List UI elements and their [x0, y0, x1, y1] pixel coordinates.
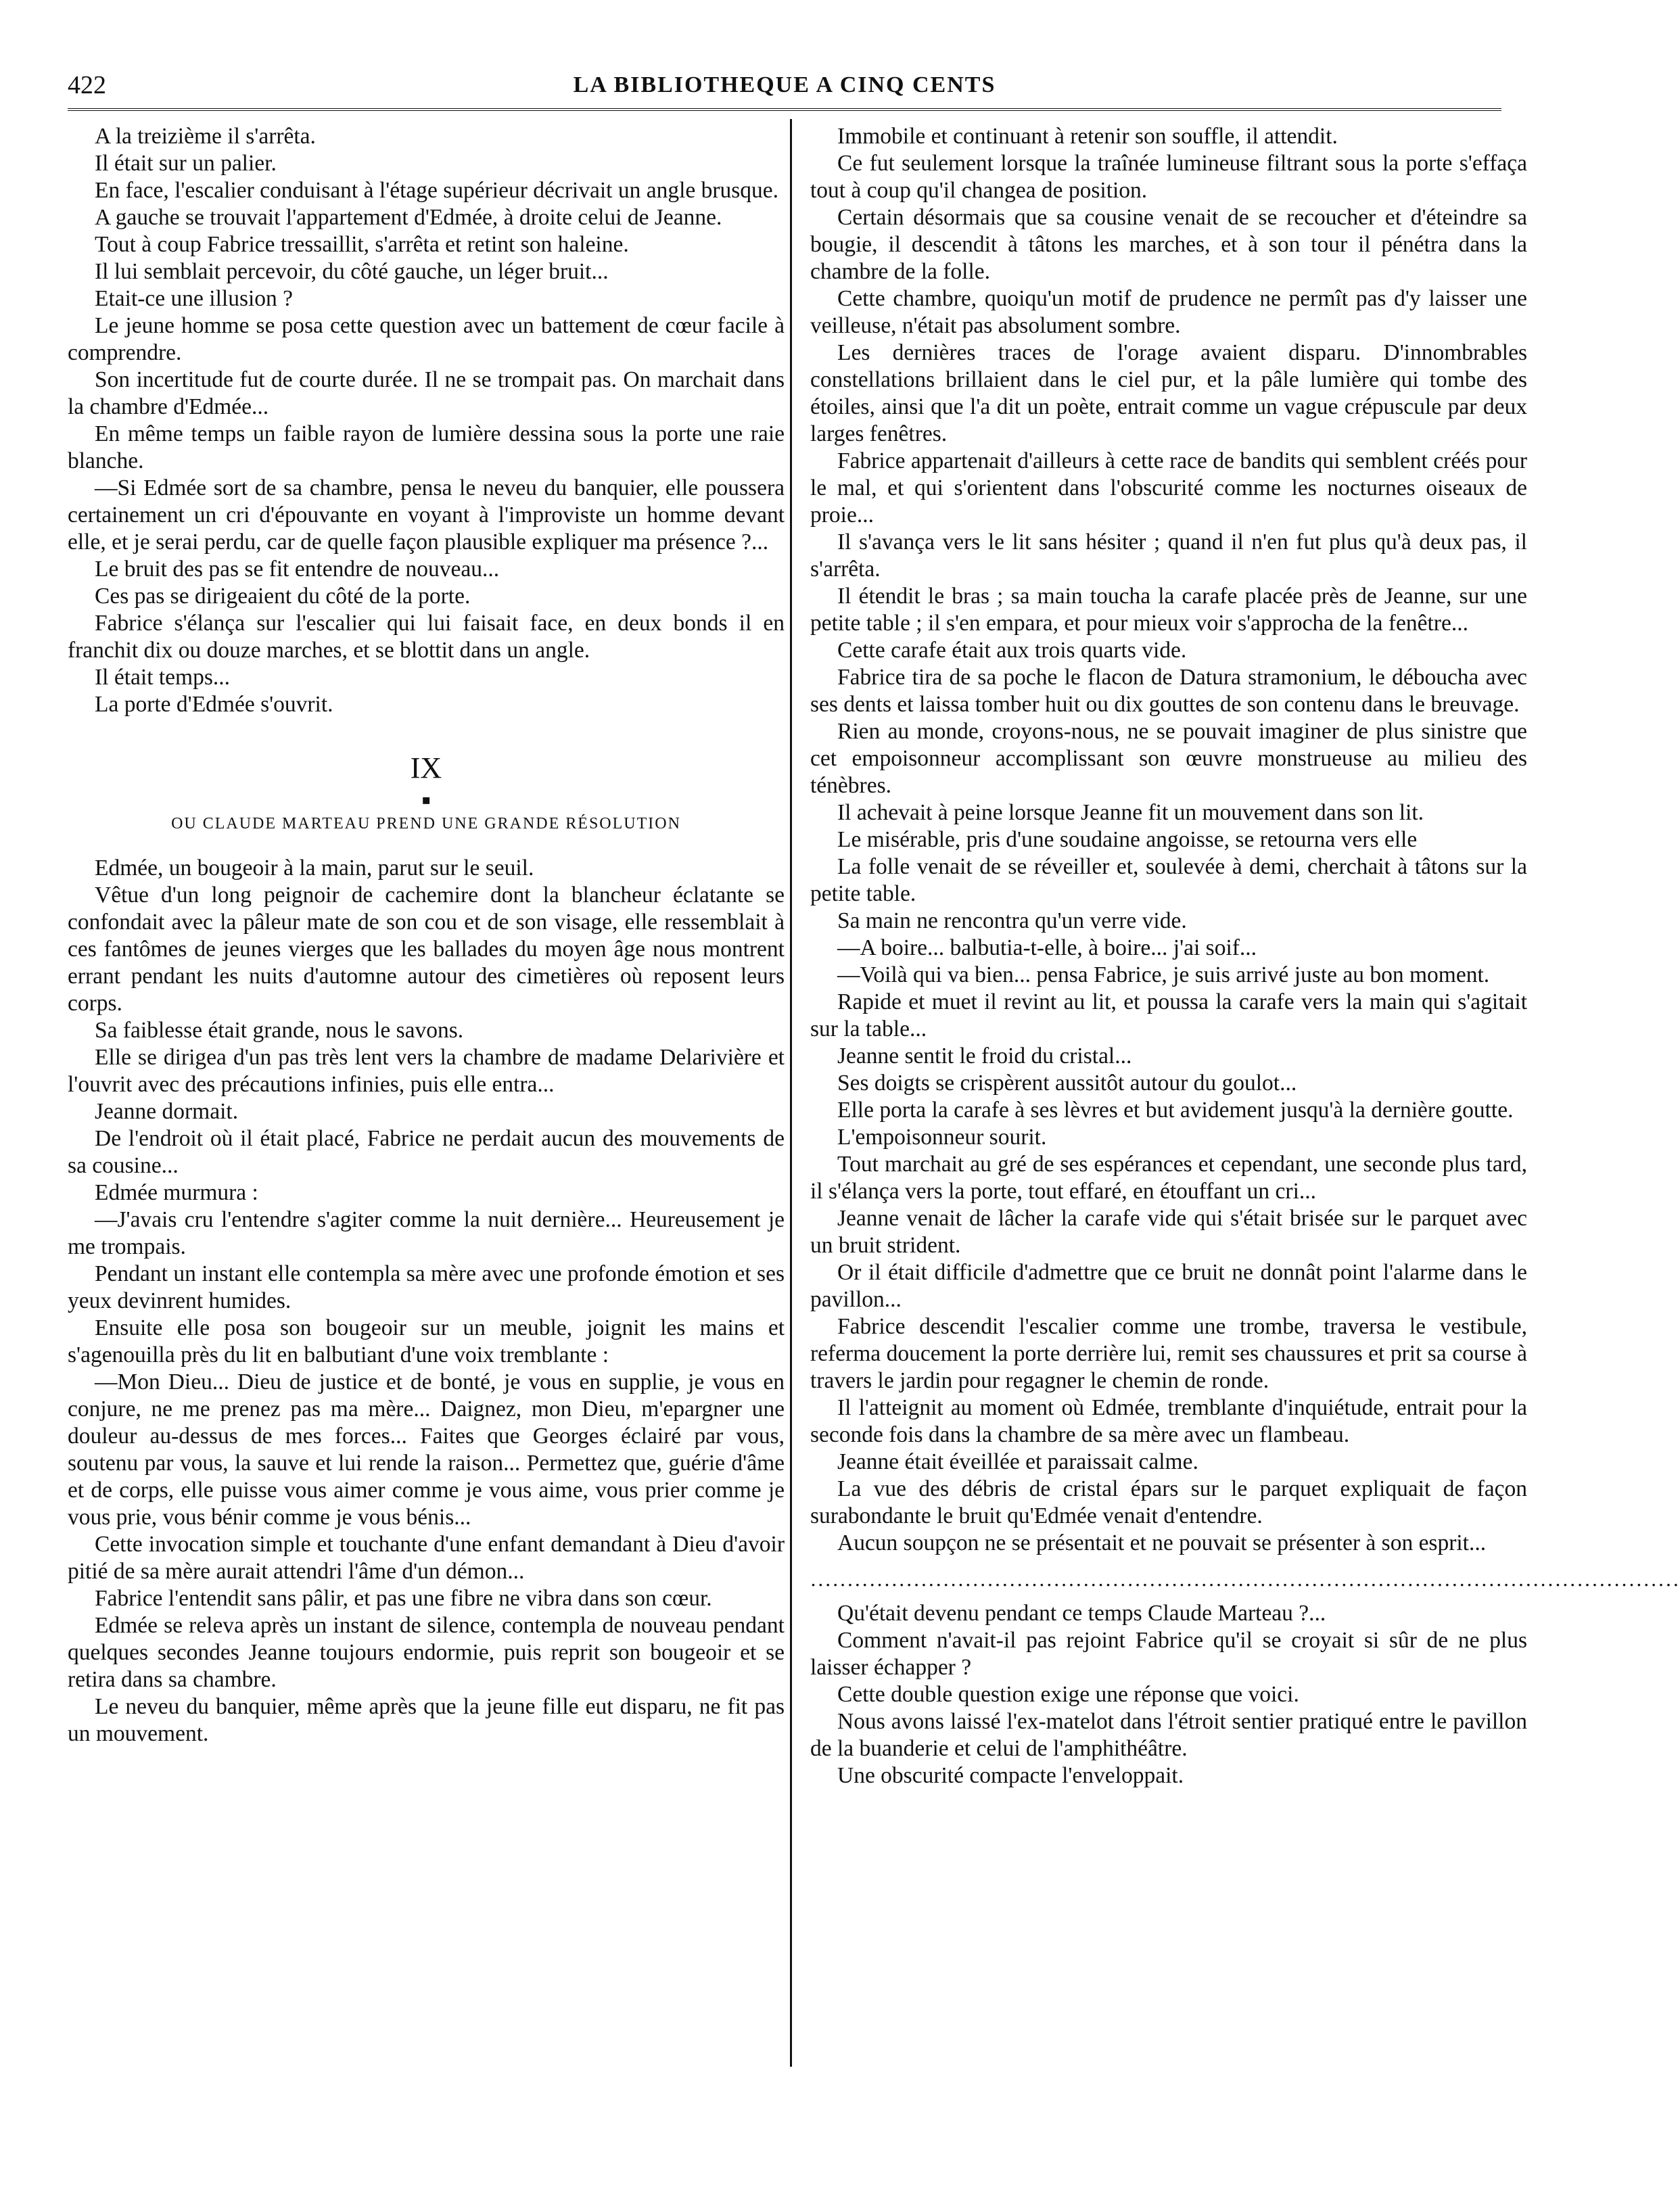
page-header [68, 68, 1501, 103]
right-paragraphs-after [810, 1600, 1527, 1789]
paragraph: L'empoisonneur sourit. [837, 1125, 1047, 1150]
separator-dots: ...................................................................................................................... [810, 1568, 1680, 1591]
paragraph: Rien au monde, croyons-nous, ne se pouvait imaginer de plus sinistre que cet empoisonneur accomplissant son œuvre monstrueuse au milieu des ténèbres. [810, 719, 1527, 798]
paragraph: —Voilà qui va bien... pensa Fabrice, je suis arrivé juste au bon moment. [837, 962, 1490, 987]
paragraph: —J'avais cru l'entendre s'agiter comme la nuit dernière... Heureusement je me trompais. [68, 1207, 785, 1259]
paragraph: —A boire... balbutia-t-elle, à boire... j'ai soif... [837, 935, 1257, 960]
paragraph: Elle se dirigea d'un pas très lent vers la chambre de madame Delarivière et l'ouvrit avec des précautions infinies, puis elle entra... [68, 1045, 785, 1097]
paragraph: Le neveu du banquier, même après que la jeune fille eut disparu, ne fit pas un mouvement. [68, 1694, 785, 1746]
paragraph: Qu'était devenu pendant ce temps Claude Marteau ?... [837, 1601, 1326, 1626]
left-paragraphs-before [68, 123, 785, 718]
left-column [68, 123, 785, 1748]
paragraph: Jeanne sentit le froid du cristal... [837, 1044, 1132, 1069]
paragraph: Les dernières traces de l'orage avaient disparu. D'innombrables constellations brillaient dans le ciel pur, et la pâle lumière qui tombe des étoiles, ainsi que l'a dit un poète, entrait comme un vague crépuscule par deux larges fenêtres. [810, 340, 1527, 446]
paragraph: Nous avons laissé l'ex-matelot dans l'étroit sentier pratiqué entre le pavillon de la buanderie et celui de l'amphithéâtre. [810, 1709, 1527, 1761]
paragraph: Le bruit des pas se fit entendre de nouveau... [95, 557, 500, 582]
left-paragraphs-after [68, 855, 785, 1748]
paragraph: Fabrice s'élança sur l'escalier qui lui faisait face, en deux bonds il en franchit dix ou douze marches, et se blottit dans un angle. [68, 611, 785, 663]
paragraph: Il lui semblait percevoir, du côté gauche, un léger bruit... [95, 259, 609, 284]
paragraph: Aucun soupçon ne se présentait et ne pouvait se présenter à son esprit... [837, 1530, 1487, 1555]
paragraph: Edmée murmura : [95, 1180, 258, 1205]
paragraph: A la treizième il s'arrêta. [95, 124, 316, 149]
paragraph: Cette carafe était aux trois quarts vide. [837, 638, 1187, 663]
paragraph: Cette double question exige une réponse que voici. [837, 1682, 1299, 1707]
paragraph: La vue des débris de cristal épars sur le parquet expliquait de façon surabondante le bruit qu'Edmée venait d'entendre. [810, 1476, 1527, 1528]
paragraph: Jeanne dormait. [95, 1099, 239, 1124]
paragraph: Rapide et muet il revint au lit, et poussa la carafe vers la main qui s'agitait sur la table... [810, 989, 1527, 1041]
paragraph: Etait-ce une illusion ? [95, 286, 294, 311]
paragraph: Edmée, un bougeoir à la main, parut sur le seuil. [95, 855, 534, 881]
right-paragraphs-before [810, 123, 1527, 1557]
paragraph: Immobile et continuant à retenir son souffle, il attendit. [837, 124, 1338, 149]
paragraph: Jeanne venait de lâcher la carafe vide qui s'était brisée sur le parquet avec un bruit strident. [810, 1206, 1527, 1258]
paragraph: La folle venait de se réveiller et, soulevée à demi, cherchait à tâtons sur la petite table. [810, 854, 1527, 906]
column-divider [790, 119, 792, 2067]
paragraph: Ces pas se dirigeaient du côté de la porte. [95, 584, 471, 609]
paragraph: Il était sur un palier. [95, 151, 277, 176]
paragraph: Edmée se releva après un instant de silence, contempla de nouveau pendant quelques secondes Jeanne toujours endormie, puis reprit son bougeoir et se retira dans sa chambre. [68, 1613, 785, 1692]
paragraph: —Mon Dieu... Dieu de justice et de bonté, je vous en supplie, je vous en conjure, ne me prenez pas ma mère... Daignez, mon Dieu, m'epargner une douleur au-dessus de mes forces... Faites que Georges éclairé par vous, soutenu par vous, la sauve et lui rende la raison... Permettez que, guérie d'âme et de corps, elle puisse vous aimer comme je vous aime, vous prier comme je vous prie, vous bénir comme je vous bénis... [68, 1369, 785, 1530]
paragraph: Il achevait à peine lorsque Jeanne fit un mouvement dans son lit. [837, 800, 1424, 825]
paragraph: Son incertitude fut de courte durée. Il ne se trompait pas. On marchait dans la chambre d'Edmée... [68, 367, 785, 419]
paragraph: Vêtue d'un long peignoir de cachemire dont la blancheur éclatante se confondait avec la pâleur mate de son cou et de son visage, elle ressemblait à ces fantômes de jeunes vierges que les ballades du moyen âge nous montrent errant pendant les nuits d'automne autour des cimetières où reposent leurs corps. [68, 883, 785, 1016]
right-column [810, 123, 1680, 1789]
paragraph: Il l'atteignit au moment où Edmée, tremblante d'inquiétude, entrait pour la seconde fois dans la chambre de sa mère avec un flambeau. [810, 1395, 1527, 1447]
paragraph: Pendant un instant elle contempla sa mère avec une profonde émotion et ses yeux devinrent humides. [68, 1261, 785, 1313]
header-rule [68, 108, 1501, 111]
paragraph: Sa faiblesse était grande, nous le savons. [95, 1018, 464, 1043]
paragraph: Ensuite elle posa son bougeoir sur un meuble, joignit les mains et s'agenouilla près du lit en balbutiant d'une voix tremblante : [68, 1315, 785, 1367]
chapter-number: IX [410, 751, 442, 784]
paragraph: Il était temps... [95, 665, 231, 690]
paragraph: Tout à coup Fabrice tressaillit, s'arrêta et retint son haleine. [95, 232, 629, 257]
paragraph: Ses doigts se crispèrent aussitôt autour du goulot... [837, 1071, 1297, 1096]
paragraph: Comment n'avait-il pas rejoint Fabrice qu'il se croyait si sûr de ne plus laisser échapper ? [810, 1628, 1527, 1680]
paragraph: La porte d'Edmée s'ouvrit. [95, 692, 333, 717]
chapter-ornament: ▪ [421, 791, 431, 807]
paragraph: Tout marchait au gré de ses espérances et cependant, une seconde plus tard, il s'élança vers la porte, tout effaré, en étouffant un cri... [810, 1152, 1527, 1204]
paragraph: Elle porta la carafe à ses lèvres et but avidement jusqu'à la dernière goutte. [837, 1098, 1514, 1123]
paragraph: Cette invocation simple et touchante d'une enfant demandant à Dieu d'avoir pitié de sa mère aurait attendri l'âme d'un démon... [68, 1532, 785, 1584]
paragraph: Il s'avança vers le lit sans hésiter ; quand il n'en fut plus qu'à deux pas, il s'arrêta. [810, 530, 1527, 582]
paragraph: Fabrice descendit l'escalier comme une trombe, traversa le vestibule, referma doucement la porte derrière lui, remit ses chaussures et prit sa course à travers le jardin pour regagner le chemin de ronde. [810, 1314, 1527, 1393]
paragraph: En même temps un faible rayon de lumière dessina sous la porte une raie blanche. [68, 421, 785, 473]
paragraph: Ce fut seulement lorsque la traînée lumineuse filtrant sous la porte s'effaça tout à coup qu'il changea de position. [810, 151, 1527, 203]
paragraph: Le misérable, pris d'une soudaine angoisse, se retourna vers elle [837, 827, 1418, 852]
paragraph: Fabrice tira de sa poche le flacon de Datura stramonium, le déboucha avec ses dents et laissa tomber huit ou dix gouttes de son contenu dans le breuvage. [810, 665, 1527, 717]
paragraph: De l'endroit où il était placé, Fabrice ne perdait aucun des mouvements de sa cousine... [68, 1126, 785, 1178]
paragraph: En face, l'escalier conduisant à l'étage supérieur décrivait un angle brusque. [95, 178, 779, 203]
paragraph: Or il était difficile d'admettre que ce bruit ne donnât point l'alarme dans le pavillon... [810, 1260, 1527, 1312]
paragraph: Jeanne était éveillée et paraissait calme. [837, 1449, 1198, 1474]
paragraph: Le jeune homme se posa cette question avec un battement de cœur facile à comprendre. [68, 313, 785, 365]
paragraph: A gauche se trouvait l'appartement d'Edmée, à droite celui de Jeanne. [95, 205, 722, 230]
paragraph: —Si Edmée sort de sa chambre, pensa le neveu du banquier, elle poussera certainement un cri d'épouvante en voyant à l'improviste un homme devant elle, et je serai perdu, car de quelle façon plausible expliquer ma présence ?... [68, 475, 785, 555]
running-title: LA BIBLIOTHEQUE A CINQ CENTS [573, 72, 996, 97]
paragraph: Fabrice l'entendit sans pâlir, et pas une fibre ne vibra dans son cœur. [95, 1586, 712, 1611]
paragraph: Certain désormais que sa cousine venait de se recoucher et d'éteindre sa bougie, il descendit à tâtons les marches, et à son tour il pénétra dans la chambre de la folle. [810, 205, 1527, 284]
paragraph: Il étendit le bras ; sa main toucha la carafe placée près de Jeanne, sur une petite table ; il s'en empara, et pour mieux voir s'approcha de la fenêtre... [810, 584, 1527, 636]
page-number: 422 [68, 71, 106, 99]
paragraph: Une obscurité compacte l'enveloppait. [837, 1763, 1184, 1788]
paragraph: Fabrice appartenait d'ailleurs à cette race de bandits qui semblent créés pour le mal, et qui s'orientent dans l'obscurité comme les nocturnes oiseaux de proie... [810, 448, 1527, 527]
paragraph: Sa main ne rencontra qu'un verre vide. [837, 908, 1187, 933]
chapter-title: OU CLAUDE MARTEAU PREND UNE GRANDE RÉSOLUTION [171, 815, 681, 833]
paragraph: Cette chambre, quoiqu'un motif de prudence ne permît pas d'y laisser une veilleuse, n'était pas absolument sombre. [810, 286, 1527, 338]
